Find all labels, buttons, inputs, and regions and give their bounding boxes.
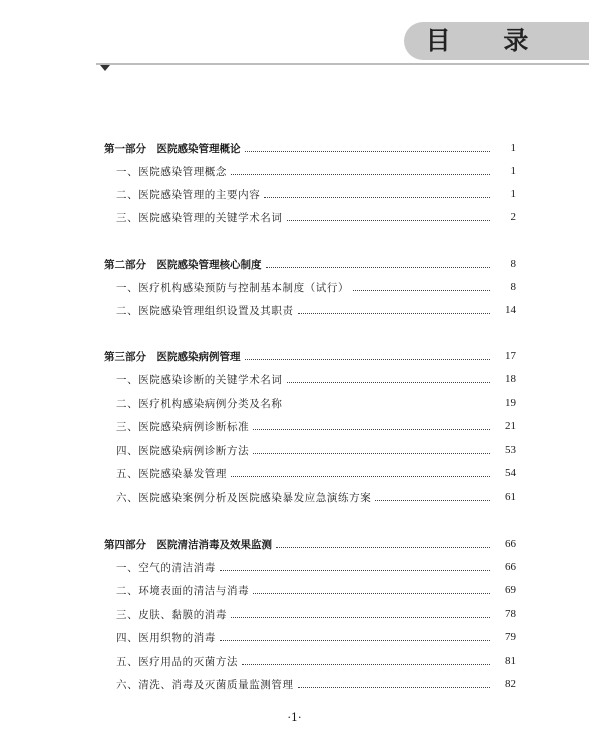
toc-page-number: 8 [510, 281, 516, 293]
dot-leader [266, 267, 491, 268]
dot-leader [231, 617, 490, 618]
toc-part-2[interactable] [104, 255, 516, 273]
toc-item[interactable] [104, 488, 516, 506]
dot-leader [287, 406, 491, 407]
dot-leader [353, 290, 490, 291]
toc-page-number: 79 [505, 631, 516, 643]
toc-page-number: 19 [505, 397, 516, 409]
toc-part-label: 第二部分 医院感染管理核心制度 [104, 258, 262, 271]
toc-item[interactable] [104, 208, 516, 226]
toc-item-label: 三、医院感染管理的关键学术名词 [116, 211, 283, 224]
toc-page-number: 1 [510, 142, 516, 154]
dot-leader [220, 640, 490, 641]
toc-item[interactable] [104, 675, 516, 693]
toc-item-label: 二、医院感染管理的主要内容 [116, 188, 261, 201]
toc-item-label: 二、医院感染管理组织设置及其职责 [116, 304, 294, 317]
dot-leader [253, 593, 490, 594]
toc-page-number: 66 [505, 538, 516, 550]
toc-item-label: 三、医院感染病例诊断标准 [116, 420, 250, 433]
dot-leader [231, 476, 490, 477]
toc-page-number: 8 [510, 258, 516, 270]
triangle-marker-icon [100, 65, 110, 71]
toc-page-number: 78 [505, 608, 516, 620]
toc-page-number: 14 [505, 304, 516, 316]
dot-leader [276, 547, 490, 548]
dot-leader [287, 220, 491, 221]
dot-leader [264, 197, 490, 198]
dot-leader [220, 570, 490, 571]
toc-part-label: 第三部分 医院感染病例管理 [104, 350, 241, 363]
toc-part-1[interactable] [104, 139, 516, 157]
toc-item-label: 二、医疗机构感染病例分类及名称 [116, 397, 283, 410]
toc-item[interactable] [104, 162, 516, 180]
dot-leader [298, 687, 490, 688]
toc-item[interactable] [104, 464, 516, 482]
toc-item[interactable] [104, 185, 516, 203]
toc-page-number: 66 [505, 561, 516, 573]
toc-page-number: 1 [510, 165, 516, 177]
toc-item[interactable] [104, 301, 516, 319]
toc-item-label: 六、医院感染案例分析及医院感染暴发应急演练方案 [116, 491, 372, 504]
toc-item-label: 四、医用织物的消毒 [116, 631, 216, 644]
dot-leader [242, 664, 490, 665]
toc-part-3[interactable] [104, 347, 516, 365]
toc-part-label: 第四部分 医院清洁消毒及效果监测 [104, 538, 272, 551]
dot-leader [253, 453, 490, 454]
toc-item[interactable] [104, 370, 516, 388]
toc-part-label: 第一部分 医院感染管理概论 [104, 142, 241, 155]
toc-item-label: 五、医院感染暴发管理 [116, 467, 227, 480]
toc-page-number: 17 [505, 350, 516, 362]
toc-item[interactable] [104, 278, 516, 296]
toc-item-label: 一、医院感染管理概念 [116, 165, 227, 178]
page-title: 目 录 [425, 26, 551, 55]
dot-leader [287, 382, 491, 383]
toc-page-number: 82 [505, 678, 516, 690]
toc-item-label: 一、空气的清洁消毒 [116, 561, 216, 574]
toc-page-number: 2 [510, 211, 516, 223]
toc-page-number: 53 [505, 444, 516, 456]
footer-page-number: ·1· [287, 711, 302, 724]
toc-item-label: 四、医院感染病例诊断方法 [116, 444, 250, 457]
dot-leader [298, 313, 490, 314]
header-rule [96, 63, 589, 65]
toc-page-number: 81 [505, 655, 516, 667]
toc-item[interactable] [104, 394, 516, 412]
toc-item[interactable] [104, 558, 516, 576]
toc-page-number: 18 [505, 373, 516, 385]
toc-item[interactable] [104, 605, 516, 623]
toc-item[interactable] [104, 581, 516, 599]
dot-leader [253, 429, 490, 430]
toc-item-label: 六、清洗、消毒及灭菌质量监测管理 [116, 678, 294, 691]
dot-leader [231, 174, 490, 175]
toc-item[interactable] [104, 441, 516, 459]
toc-item[interactable] [104, 417, 516, 435]
dot-leader [375, 500, 490, 501]
toc-page-number: 1 [510, 188, 516, 200]
toc-item-label: 三、皮肤、黏膜的消毒 [116, 608, 227, 621]
toc-item-label: 五、医疗用品的灭菌方法 [116, 655, 239, 668]
toc-item-label: 一、医疗机构感染预防与控制基本制度（试行） [116, 281, 350, 294]
toc-item[interactable] [104, 652, 516, 670]
toc-part-4[interactable] [104, 535, 516, 553]
dot-leader [245, 359, 491, 360]
toc-item-label: 一、医院感染诊断的关键学术名词 [116, 373, 283, 386]
toc-page-number: 61 [505, 491, 516, 503]
toc-item[interactable] [104, 628, 516, 646]
toc-page-number: 69 [505, 584, 516, 596]
toc-page-number: 54 [505, 467, 516, 479]
dot-leader [245, 151, 491, 152]
toc-page-number: 21 [505, 420, 516, 432]
toc-item-label: 二、环境表面的清洁与消毒 [116, 584, 250, 597]
